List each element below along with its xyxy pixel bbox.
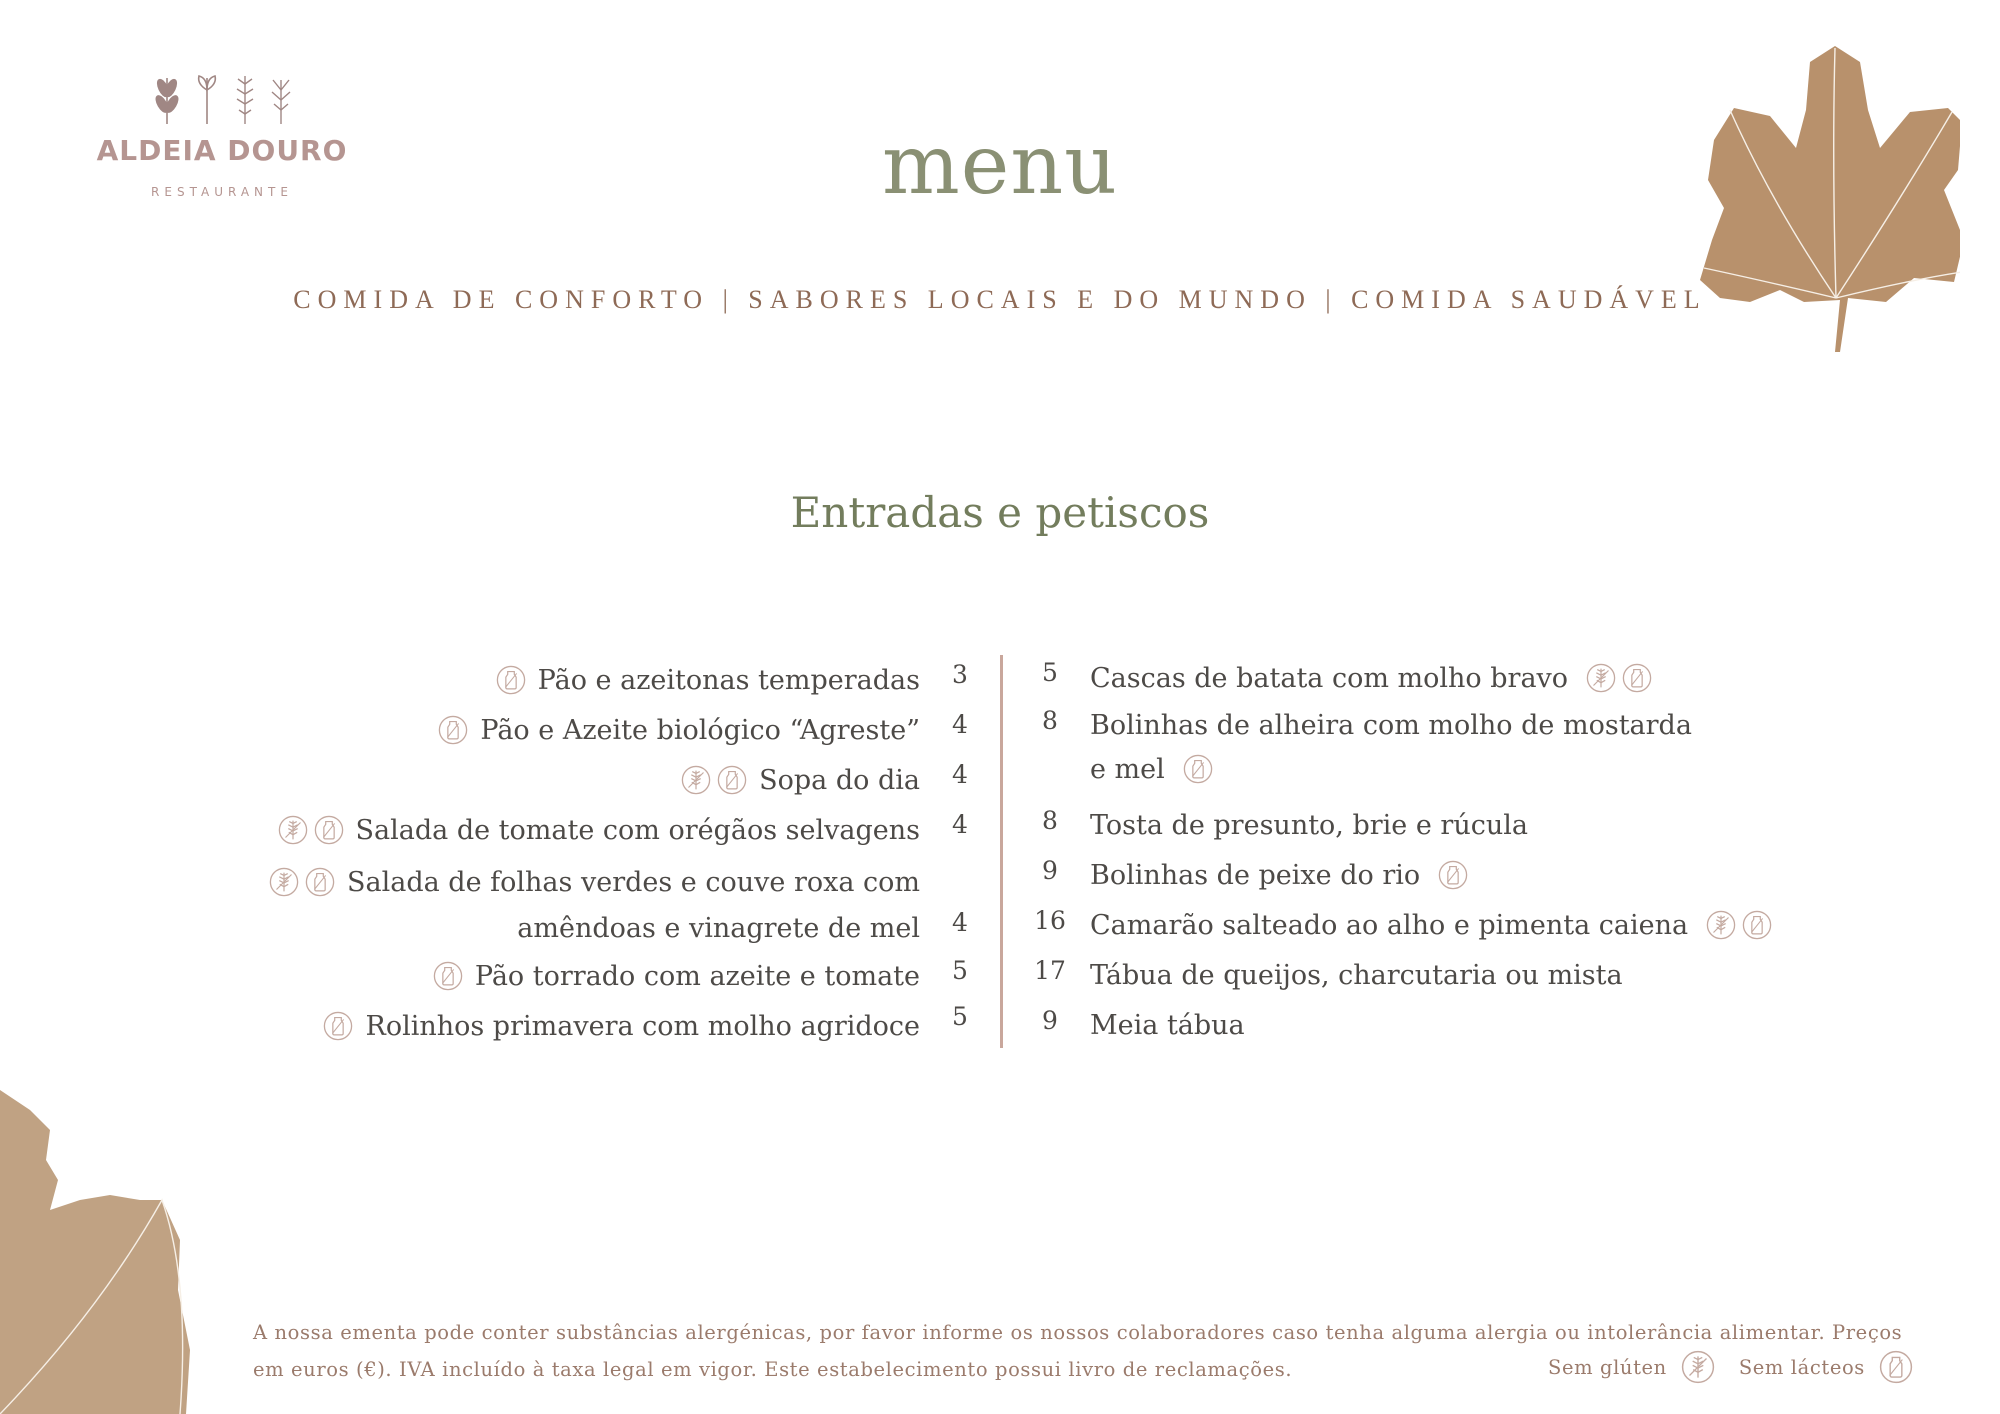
menu-item-continuation [517,906,920,950]
menu-item [278,808,920,852]
menu-item-price: 8 [1042,806,1058,835]
dairy-free-icon [1438,860,1468,890]
menu-item-price: 4 [952,710,968,739]
menu-item-price: 5 [1042,658,1058,687]
menu-item [681,758,920,802]
menu-item-name: Rolinhos primavera com molho agridoce [365,1010,920,1042]
menu-item [1090,953,1623,997]
menu-item-name-line1: Salada de folhas verdes e couve roxa com [347,866,920,898]
menu-item-price: 16 [1034,906,1066,935]
gluten-free-icon [1706,910,1736,940]
page-title: menu [882,118,1118,213]
menu-item [1090,656,1652,700]
menu-item-price: 9 [1042,856,1058,885]
dietary-legend [1548,1350,1913,1384]
menu-item-name: Pão e Azeite biológico “Agreste” [480,714,920,746]
gluten-free-icon [278,815,308,845]
column-divider [1000,655,1003,1048]
menu-item [269,860,920,904]
legend-dairy-free-label: Sem lácteos [1738,1355,1865,1379]
allergen-disclaimer: A nossa ementa pode conter substâncias alergénicas, por favor informe os nossos colaboradores caso tenha alguma alergia ou intolerância alimentar. Preços em euros (€). IVA incluído à taxa legal em vigor. Este estabelecimento possui livro de reclamações. [253,1321,1903,1381]
menu-item [438,708,920,752]
gluten-free-icon [269,867,299,897]
dairy-free-icon [717,765,747,795]
dairy-free-icon [305,867,335,897]
legend-gluten-free-label: Sem glúten [1548,1355,1667,1379]
dairy-free-icon [433,961,463,991]
fig-leaf-illustration-bottom [0,1090,200,1414]
menu-item-name-line2: e mel [1090,753,1165,785]
section-title: Entradas e petiscos [790,488,1210,537]
menu-item-name: Salada de tomate com orégãos selvagens [355,814,920,846]
dairy-free-icon [1879,1350,1913,1384]
menu-item-price: 8 [1042,706,1058,735]
gluten-free-icon [681,765,711,795]
dairy-free-icon [1183,754,1213,784]
dairy-free-icon [438,715,468,745]
tagline: COMIDA DE CONFORTO | SABORES LOCAIS E DO MUNDO | COMIDA SAUDÁVEL [293,285,1707,314]
menu-item-price: 4 [952,908,968,937]
menu-item [1090,1003,1245,1047]
dairy-free-icon [496,665,526,695]
menu-item-price: 4 [952,760,968,789]
dairy-free-icon [323,1011,353,1041]
gluten-free-icon [1586,663,1616,693]
menu-item-name: Cascas de batata com molho bravo [1090,662,1569,694]
menu-item-name: Pão e azeitonas temperadas [537,664,920,696]
dairy-free-icon [1622,663,1652,693]
logo-name: ALDEIA DOURO [96,134,348,167]
menu-item-price: 3 [952,660,968,689]
menu-item-price: 5 [952,1002,968,1031]
menu-item [433,954,920,998]
menu-item-name: Tosta de presunto, brie e rúcula [1090,809,1528,841]
menu-item [1090,803,1528,847]
gluten-free-icon [1681,1350,1715,1384]
menu-item-price: 9 [1042,1006,1058,1035]
menu-item-name: Meia tábua [1090,1009,1245,1041]
menu-item-price: 17 [1034,956,1066,985]
menu-item-price: 5 [952,956,968,985]
menu-item [1090,903,1772,947]
menu-item-name-line1: Bolinhas de alheira com molho de mostarda [1090,709,1692,741]
menu-item-name: Camarão salteado ao alho e pimenta caiena [1090,909,1689,941]
menu-item-name: Sopa do dia [759,764,920,796]
logo-subtitle: RESTAURANTE [151,185,293,199]
menu-item-name: Bolinhas de peixe do rio [1090,859,1421,891]
menu-item [496,658,920,702]
menu-item [1090,853,1468,897]
menu-item-price: 4 [952,810,968,839]
dairy-free-icon [314,815,344,845]
menu-item-name: Tábua de queijos, charcutaria ou mista [1090,959,1623,991]
menu-item [1090,703,1692,747]
menu-item-name-line2: amêndoas e vinagrete de mel [517,912,920,944]
menu-item-continuation [1090,747,1213,791]
menu-item [323,1004,920,1048]
menu-item-name: Pão torrado com azeite e tomate [474,960,920,992]
dairy-free-icon [1742,910,1772,940]
